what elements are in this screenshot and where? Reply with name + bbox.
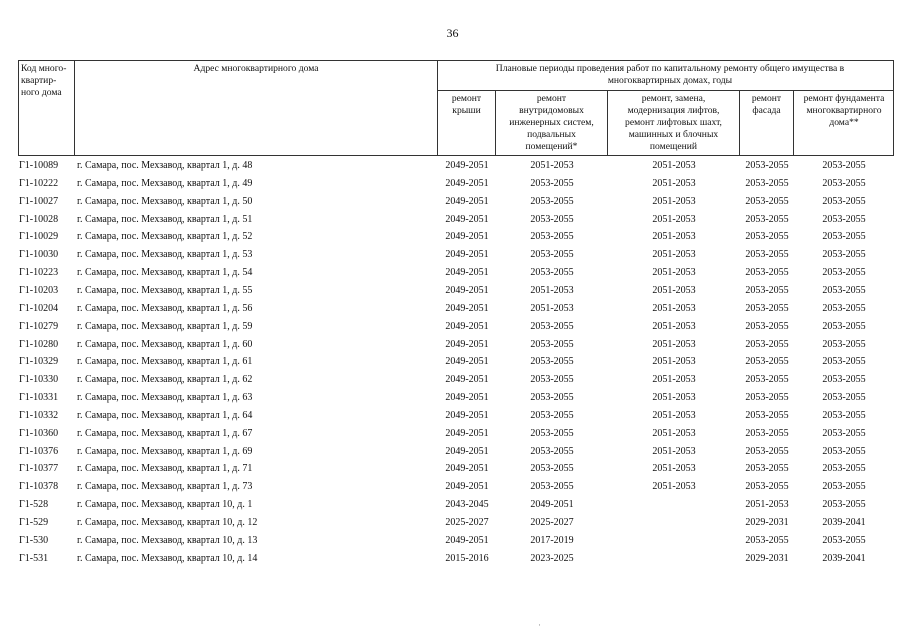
header-periods: Плановые периоды проведения работ по капитальному ремонту общего имущества в многоквартирных домах, годы [495,63,845,86]
row-internal-systems: 2025-2027 [530,517,574,528]
row-facade: 2053-2055 [745,463,789,475]
row-roof: 2049-2051 [445,213,489,225]
row-address: г. Самара, пос. Мехзавод, квартал 1, д. 69 [77,445,253,457]
row-facade: 2053-2055 [745,267,789,279]
table-row [18,175,894,193]
row-roof: 2049-2051 [445,481,489,493]
row-roof: 2049-2051 [445,463,489,475]
row-lifts: 2051-2053 [652,213,696,225]
row-foundation: 2053-2055 [822,213,866,225]
table-row [18,389,894,407]
row-internal-systems: 2053-2055 [530,213,574,225]
row-foundation: 2053-2055 [822,195,866,207]
row-foundation: 2053-2055 [822,409,866,421]
row-address: г. Самара, пос. Мехзавод, квартал 1, д. 54 [77,267,253,279]
row-address: г. Самара, пос. Мехзавод, квартал 10, д. 1 [77,499,253,511]
row-code: Г1-10377 [19,463,59,475]
table-row [18,532,894,550]
row-internal-systems: 2053-2055 [530,445,574,457]
row-lifts: 2051-2053 [652,284,696,296]
row-lifts: 2051-2053 [652,445,696,457]
row-code: Г1-10222 [19,177,59,189]
row-lifts: 2051-2053 [652,195,696,207]
row-roof: 2049-2051 [445,284,489,296]
row-foundation: 2053-2055 [822,374,866,386]
table-row [18,514,894,532]
table-row [18,282,894,300]
table-row [18,300,894,318]
row-address: г. Самара, пос. Мехзавод, квартал 1, д. 49 [77,177,253,189]
row-code: Г1-10203 [19,284,59,296]
row-lifts: 2051-2053 [652,231,696,243]
table-row [18,336,894,354]
row-code: Г1-10376 [19,445,59,457]
row-roof: 2049-2051 [445,338,489,350]
row-code: Г1-10329 [19,356,59,368]
row-code: Г1-10332 [19,409,59,421]
row-roof: 2049-2051 [445,356,489,368]
row-roof: 2015-2016 [445,552,489,564]
row-facade: 2053-2055 [745,195,789,207]
row-internal-systems: 2053-2055 [530,392,574,404]
table-row [18,496,894,514]
row-foundation: 2053-2055 [822,356,866,368]
header-address: Адрес многоквартирного дома [193,63,319,74]
table-row [18,246,894,264]
row-address: г. Самара, пос. Мехзавод, квартал 1, д. 61 [77,356,253,368]
row-address: г. Самара, пос. Мехзавод, квартал 10, д. 13 [77,534,258,546]
row-facade: 2053-2055 [745,392,789,404]
row-facade: 2051-2053 [745,499,789,511]
row-internal-systems: 2023-2025 [530,552,574,564]
row-address: г. Самара, пос. Мехзавод, квартал 1, д. 51 [77,213,253,225]
table-row [18,478,894,496]
row-internal-systems: 2053-2055 [530,356,574,368]
row-code: Г1-10028 [19,213,59,225]
row-internal-systems: 2053-2055 [530,195,574,207]
row-facade: 2053-2055 [745,481,789,493]
row-roof: 2049-2051 [445,302,489,314]
table-row [18,407,894,425]
row-facade: 2053-2055 [745,302,789,314]
row-address: г. Самара, пос. Мехзавод, квартал 1, д. 60 [77,338,253,350]
row-lifts: 2051-2053 [652,374,696,386]
row-foundation: 2053-2055 [822,267,866,279]
row-roof: 2049-2051 [445,267,489,279]
row-internal-systems: 2053-2055 [530,231,574,243]
row-internal-systems: 2053-2055 [530,409,574,421]
table-row [18,211,894,229]
row-foundation: 2053-2055 [822,160,866,171]
row-lifts [609,550,739,568]
row-internal-systems: 2053-2055 [530,463,574,475]
row-internal-systems: 2049-2051 [530,499,574,511]
row-facade: 2053-2055 [745,356,789,368]
row-lifts: 2051-2053 [652,392,696,404]
row-facade: 2053-2055 [745,231,789,243]
table-row [18,371,894,389]
page-number: 36 [446,26,459,40]
row-foundation: 2053-2055 [822,445,866,457]
row-code: Г1-10089 [19,160,59,171]
row-facade: 2053-2055 [745,177,789,189]
row-address: г. Самара, пос. Мехзавод, квартал 1, д. 52 [77,231,253,243]
table-row [18,353,894,371]
table-row [18,550,894,568]
row-foundation: 2053-2055 [822,463,866,475]
row-roof: 2043-2045 [445,499,489,511]
header-roof: ремонт крыши [451,93,482,116]
header-foundation: ремонт фундамента многоквартирного дома** [803,93,885,128]
row-lifts: 2051-2053 [652,463,696,475]
row-code: Г1-530 [19,534,49,546]
row-address: г. Самара, пос. Мехзавод, квартал 1, д. 56 [77,302,253,314]
row-foundation: 2053-2055 [822,481,866,493]
table-row [18,264,894,282]
row-address: г. Самара, пос. Мехзавод, квартал 1, д. 67 [77,427,253,439]
row-roof: 2049-2051 [445,374,489,386]
row-lifts: 2051-2053 [652,427,696,439]
row-facade: 2053-2055 [745,213,789,225]
row-facade: 2053-2055 [745,409,789,421]
row-roof: 2049-2051 [445,231,489,243]
table-row [18,460,894,478]
row-address: г. Самара, пос. Мехзавод, квартал 10, д. 12 [77,517,258,528]
row-lifts [609,532,739,550]
row-address: г. Самара, пос. Мехзавод, квартал 1, д. 53 [77,249,253,261]
row-foundation: 2053-2055 [822,427,866,439]
row-lifts: 2051-2053 [652,481,696,493]
row-internal-systems: 2053-2055 [530,177,574,189]
header-divider [437,90,894,91]
row-foundation: 2053-2055 [822,231,866,243]
row-address: г. Самара, пос. Мехзавод, квартал 1, д. 73 [77,481,253,493]
row-code: Г1-10280 [19,338,59,350]
row-address: г. Самара, пос. Мехзавод, квартал 1, д. 50 [77,195,253,207]
row-roof: 2049-2051 [445,409,489,421]
row-code: Г1-10027 [19,195,59,207]
row-address: г. Самара, пос. Мехзавод, квартал 1, д. 48 [77,160,253,171]
row-foundation: 2053-2055 [822,534,866,546]
row-facade: 2029-2031 [745,552,789,564]
row-lifts: 2051-2053 [652,302,696,314]
table-row [18,318,894,336]
row-code: Г1-10204 [19,302,59,314]
row-facade: 2053-2055 [745,249,789,261]
row-foundation: 2053-2055 [822,284,866,296]
row-foundation: 2053-2055 [822,177,866,189]
row-code: Г1-10360 [19,427,59,439]
table-row [18,228,894,246]
row-foundation: 2053-2055 [822,499,866,511]
row-foundation: 2053-2055 [822,320,866,332]
header-divider [74,60,75,156]
row-foundation: 2053-2055 [822,338,866,350]
row-facade: 2053-2055 [745,320,789,332]
scan-mark: · [538,620,541,630]
row-internal-systems: 2053-2055 [530,338,574,350]
row-address: г. Самара, пос. Мехзавод, квартал 10, д. 14 [77,552,258,564]
row-code: Г1-529 [19,517,49,528]
row-roof: 2049-2051 [445,427,489,439]
row-facade: 2053-2055 [745,160,789,171]
row-foundation: 2053-2055 [822,392,866,404]
row-facade: 2053-2055 [745,284,789,296]
header-facade: ремонт фасада [751,93,782,116]
row-internal-systems: 2053-2055 [530,267,574,279]
row-foundation: 2053-2055 [822,302,866,314]
row-facade: 2053-2055 [745,534,789,546]
row-code: Г1-531 [19,552,49,564]
row-address: г. Самара, пос. Мехзавод, квартал 1, д. 71 [77,463,253,475]
row-roof: 2049-2051 [445,445,489,457]
row-facade: 2053-2055 [745,374,789,386]
row-lifts: 2051-2053 [652,177,696,189]
row-roof: 2049-2051 [445,534,489,546]
row-code: Г1-10029 [19,231,59,243]
row-lifts: 2051-2053 [652,338,696,350]
row-lifts [609,514,739,532]
table-row [18,443,894,461]
row-internal-systems: 2053-2055 [530,427,574,439]
row-lifts: 2051-2053 [652,320,696,332]
row-code: Г1-10030 [19,249,59,261]
row-lifts: 2051-2053 [652,249,696,261]
row-address: г. Самара, пос. Мехзавод, квартал 1, д. 63 [77,392,253,404]
header-lifts: ремонт, замена, модернизация лифтов, ремонт лифтовых шахт, машинных и блочных помещений [625,93,722,152]
row-code: Г1-528 [19,499,49,511]
row-internal-systems: 2051-2053 [530,302,574,314]
row-internal-systems: 2053-2055 [530,481,574,493]
row-code: Г1-10223 [19,267,59,279]
row-lifts [609,496,739,514]
row-address: г. Самара, пос. Мехзавод, квартал 1, д. 59 [77,320,253,332]
row-internal-systems: 2053-2055 [530,374,574,386]
row-foundation: 2039-2041 [822,552,866,564]
row-code: Г1-10279 [19,320,59,332]
row-roof: 2049-2051 [445,195,489,207]
row-code: Г1-10331 [19,392,59,404]
row-roof: 2049-2051 [445,160,489,171]
row-roof: 2049-2051 [445,249,489,261]
row-roof: 2049-2051 [445,177,489,189]
header-internal-systems: ремонт внутридомовых инженерных систем, подвальных помещений* [509,93,594,152]
table-row [18,157,894,175]
row-lifts: 2051-2053 [652,267,696,279]
row-internal-systems: 2051-2053 [530,160,574,171]
row-foundation: 2053-2055 [822,249,866,261]
row-facade: 2053-2055 [745,427,789,439]
row-lifts: 2051-2053 [652,409,696,421]
row-code: Г1-10330 [19,374,59,386]
row-address: г. Самара, пос. Мехзавод, квартал 1, д. 62 [77,374,253,386]
row-lifts: 2051-2053 [652,356,696,368]
row-roof: 2049-2051 [445,392,489,404]
row-address: г. Самара, пос. Мехзавод, квартал 1, д. 55 [77,284,253,296]
row-code: Г1-10378 [19,481,59,493]
row-roof: 2025-2027 [445,517,489,528]
row-internal-systems: 2053-2055 [530,249,574,261]
row-facade: 2053-2055 [745,445,789,457]
table-row [18,193,894,211]
row-roof: 2049-2051 [445,320,489,332]
header-code: Код много- квартир- ного дома [21,63,67,98]
row-internal-systems: 2017-2019 [530,534,574,546]
row-internal-systems: 2053-2055 [530,320,574,332]
row-facade: 2053-2055 [745,338,789,350]
table-row [18,425,894,443]
row-foundation: 2039-2041 [822,517,866,528]
row-lifts: 2051-2053 [652,160,696,171]
row-address: г. Самара, пос. Мехзавод, квартал 1, д. 64 [77,409,253,421]
row-facade: 2029-2031 [745,517,789,528]
row-internal-systems: 2051-2053 [530,284,574,296]
